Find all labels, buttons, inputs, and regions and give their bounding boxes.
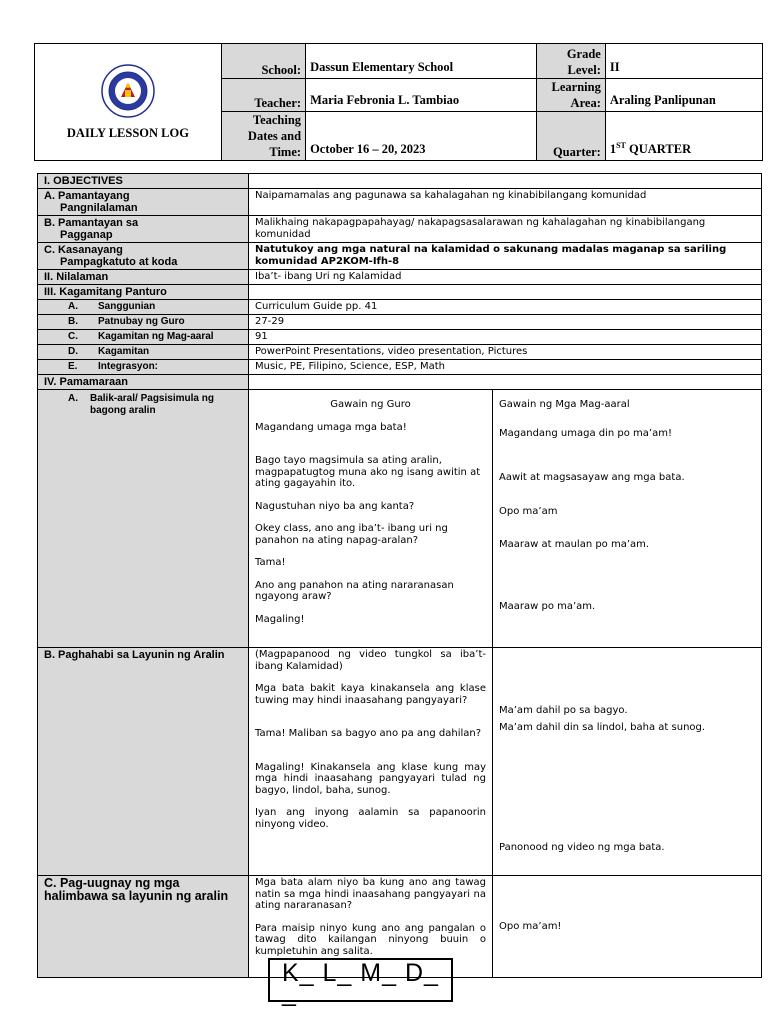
guro-line: Magaling! Kinakansela ang klase kung may mga hindi inaasahang pangyayari tulad ng bagyo, lindol, baha, sunog. bbox=[255, 761, 486, 796]
pag-uugnay-mag-aaral bbox=[493, 876, 762, 978]
guro-line: Iyan ang inyong aalamin sa papanoorin ninyong video. bbox=[255, 807, 486, 830]
teaching-dates: October 16 – 20, 2023 bbox=[306, 112, 537, 161]
dates-label: Teaching Dates and Time: bbox=[221, 112, 305, 161]
sanggunian-value: Curriculum Guide pp. 41 bbox=[249, 300, 762, 315]
guro-line: Mga bata bakit kaya kinakansela ang klase tuwing may hindi inaasahang pangyayari? bbox=[255, 683, 486, 706]
pamantayan-sa-pagganap-label: B. Pamantayan sa Pagganap bbox=[38, 216, 249, 243]
paghahabi-label: B. Paghahabi sa Layunin ng Aralin bbox=[38, 648, 249, 876]
guro-line: Magandang umaga mga bata! bbox=[255, 421, 407, 433]
paghahabi-mag-aaral bbox=[493, 648, 762, 876]
mag-aaral-line: Aawit at magsasayaw ang mga bata. bbox=[499, 472, 685, 483]
school-label: School: bbox=[221, 44, 305, 79]
balik-aral-mag-aaral bbox=[493, 390, 762, 648]
lesson-plan-table bbox=[37, 173, 762, 978]
deped-seal-logo bbox=[101, 64, 155, 118]
kagamitan-label: D. Kagamitan bbox=[38, 345, 249, 360]
learning-area-value: Araling Panlipunan bbox=[605, 79, 762, 112]
mag-aaral-line: Maaraw at maulan po ma’am. bbox=[499, 539, 650, 550]
mag-aaral-line: Panonood ng video ng mga bata. bbox=[499, 842, 665, 853]
mag-aaral-line: Opo ma’am! bbox=[499, 921, 562, 932]
kasanayang-pampagkatuto-value: Natutukoy ang mga natural na kalamidad o sakunang madalas maganap sa sariling komunidad AP2KOM-Ifh-8 bbox=[249, 243, 762, 270]
guro-line: Ano ang panahon na ating nararanasan ngayong araw? bbox=[255, 579, 454, 602]
kagamitang-panturo-empty bbox=[249, 285, 762, 300]
integrasyon-label: E. Integrasyon: bbox=[38, 360, 249, 375]
kagamitan-mag-aaral-label: C. Kagamitan ng Mag-aaral bbox=[38, 330, 249, 345]
pamantayan-sa-pagganap-value: Malikhaing nakapagpapahayag/ nakapagsasalarawan ng kahalagahan ng kinabibilangang komunidad bbox=[249, 216, 762, 243]
guro-line: Mga bata alam niyo ba kung ano ang tawag natin sa mga hindi inaasahang pangyayari na ating nararanasan? bbox=[255, 877, 486, 911]
mag-aaral-line: Maaraw po ma’am. bbox=[499, 600, 596, 612]
grade-level-label: Grade Level: bbox=[537, 44, 606, 79]
guro-line: Tama! bbox=[255, 557, 286, 568]
guro-line: Tama! Maliban sa bagyo ano pa ang dahilan? bbox=[255, 728, 482, 739]
pamantayang-pangnilalaman-label: A. Pamantayang Pangnilalaman bbox=[38, 189, 249, 216]
gawain-guro-header: Gawain ng Guro bbox=[330, 399, 411, 410]
word-puzzle-text: K_ L_ M_ D_ _ bbox=[282, 959, 439, 1007]
kagamitan-value: PowerPoint Presentations, video presentation, Pictures bbox=[249, 345, 762, 360]
nilalaman-value: Iba’t- ibang Uri ng Kalamidad bbox=[249, 270, 762, 285]
mag-aaral-line: Ma’am dahil din sa lindol, baha at sunog. bbox=[499, 721, 706, 733]
header-title-cell bbox=[35, 44, 222, 161]
kasanayang-pampagkatuto-label: C. Kasanayang Pampagkatuto at koda bbox=[38, 243, 249, 270]
grade-level-value: II bbox=[605, 44, 762, 79]
quarter-value: 1ST QUARTER bbox=[605, 112, 762, 161]
guro-line: (Magpapanood ng video tungkol sa iba’t-ibang Kalamidad) bbox=[255, 649, 486, 672]
balik-aral-guro bbox=[249, 390, 493, 648]
patnubay-value: 27-29 bbox=[249, 315, 762, 330]
patnubay-label: B. Patnubay ng Guro bbox=[38, 315, 249, 330]
guro-line: Nagustuhan niyo ba ang kanta? bbox=[255, 500, 415, 512]
pamamaraan-empty bbox=[249, 375, 762, 390]
teacher-label: Teacher: bbox=[221, 79, 305, 112]
guro-line: Okey class, ano ang iba’t- ibang uri ng panahon na ating napag-aralan? bbox=[255, 523, 448, 546]
objectives-heading: I. OBJECTIVES bbox=[38, 174, 249, 189]
paghahabi-guro bbox=[249, 648, 493, 876]
guro-line: Bago tayo magsimula sa ating aralin, magpapatugtog muna ako ng isang awitin at ating gagayahin ito. bbox=[255, 455, 481, 489]
pag-uugnay-label: C. Pag-uugnay ng mga halimbawa sa layunin ng aralin bbox=[38, 876, 249, 978]
guro-line: Para maisip ninyo kung ano ang pangalan o tawag dito kailangan ninyong buuin o kumpletuhin ang salita. bbox=[255, 922, 486, 957]
pamantayang-pangnilalaman-value: Naipamamalas ang pagunawa sa kahalagahan ng kinabibilangang komunidad bbox=[249, 189, 762, 216]
balik-aral-label: A. Balik-aral/ Pagsisimula ng bagong aralin bbox=[38, 390, 249, 648]
gawain-mag-aaral-header: Gawain ng Mga Mag-aaral bbox=[499, 399, 630, 410]
kagamitan-mag-aaral-value: 91 bbox=[249, 330, 762, 345]
mag-aaral-line: Ma’am dahil po sa bagyo. bbox=[499, 705, 628, 716]
kagamitang-panturo-label: III. Kagamitang Panturo bbox=[38, 285, 249, 300]
guro-line: Magaling! bbox=[255, 613, 305, 625]
lesson-log-header bbox=[34, 43, 763, 161]
learning-area-label: Learning Area: bbox=[537, 79, 606, 112]
mag-aaral-line: Magandang umaga din po ma’am! bbox=[499, 427, 672, 439]
pamamaraan-heading: IV. Pamamaraan bbox=[38, 375, 249, 390]
mag-aaral-line: Opo ma’am bbox=[499, 505, 558, 517]
school-name: Dassun Elementary School bbox=[306, 44, 537, 79]
sanggunian-label: A. Sanggunian bbox=[38, 300, 249, 315]
objectives-empty bbox=[249, 174, 762, 189]
log-title: DAILY LESSON LOG bbox=[66, 125, 189, 140]
integrasyon-value: Music, PE, Filipino, Science, ESP, Math bbox=[249, 360, 762, 375]
teacher-name: Maria Febronia L. Tambiao bbox=[306, 79, 537, 112]
nilalaman-label: II. Nilalaman bbox=[38, 270, 249, 285]
quarter-label: Quarter: bbox=[537, 112, 606, 161]
word-puzzle-box bbox=[268, 958, 453, 1007]
